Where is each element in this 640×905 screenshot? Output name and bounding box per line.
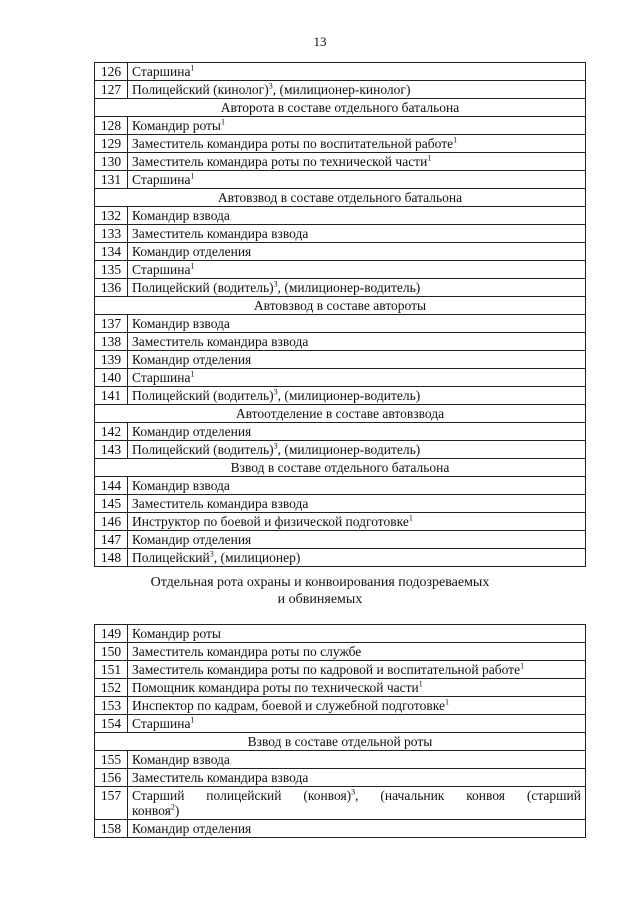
section-row: [95, 459, 586, 477]
position-title: [128, 661, 586, 679]
footnote-mark: 3: [268, 81, 273, 91]
position-text-line2: конвоя: [132, 803, 171, 818]
position-text: Инструктор по боевой и физической подготовке: [132, 514, 409, 529]
table-row: [95, 351, 586, 369]
position-text: Полицейский: [132, 550, 210, 565]
table-row: [95, 315, 586, 333]
table-row: [95, 820, 586, 838]
position-text: Полицейский (водитель): [132, 388, 274, 403]
footnote-mark: 3: [273, 441, 278, 451]
position-text: Командир взвода: [132, 316, 230, 331]
position-text: Помощник командира роты по технической части: [132, 680, 419, 695]
row-number: 153: [95, 697, 128, 715]
position-title: [128, 697, 586, 715]
row-number: 145: [95, 495, 128, 513]
table-row: [95, 441, 586, 459]
position-title: [128, 423, 586, 441]
row-number: 126: [95, 63, 128, 81]
position-text: Командир роты: [132, 626, 222, 641]
table-row: [95, 333, 586, 351]
row-number: 137: [95, 315, 128, 333]
position-title: [128, 243, 586, 261]
row-number: 142: [95, 423, 128, 441]
row-number: 140: [95, 369, 128, 387]
footnote-mark: 1: [190, 369, 195, 379]
section-row: [95, 297, 586, 315]
position-title: [128, 135, 586, 153]
row-number: 141: [95, 387, 128, 405]
footnote-mark: 1: [520, 661, 525, 671]
table-row: [95, 513, 586, 531]
position-text: Заместитель командира роты по службе: [132, 644, 362, 659]
position-title: [128, 117, 586, 135]
table-row: [95, 225, 586, 243]
section-heading: Авторота в составе отдельного батальона: [95, 99, 586, 117]
row-number: 127: [95, 81, 128, 99]
position-text: Командир взвода: [132, 478, 230, 493]
position-text: Старшина: [132, 172, 191, 187]
table-row: [95, 477, 586, 495]
positions-table-2: [94, 624, 586, 838]
position-title: [128, 787, 586, 820]
footnote-mark: 1: [190, 261, 195, 271]
position-title: [128, 441, 586, 459]
position-title: [128, 333, 586, 351]
table-row: [95, 769, 586, 787]
position-text-line2-end: ): [174, 803, 180, 818]
row-number: 146: [95, 513, 128, 531]
position-text: Командир взвода: [132, 208, 230, 223]
position-text: Заместитель командира роты по технической части: [132, 154, 428, 169]
table-row: [95, 531, 586, 549]
table-row: [95, 171, 586, 189]
position-title: [128, 279, 586, 297]
row-number: 157: [95, 787, 128, 820]
position-text: Командир взвода: [132, 752, 230, 767]
position-text: Командир роты: [132, 118, 222, 133]
row-number: 129: [95, 135, 128, 153]
position-title: [128, 643, 586, 661]
position-title: [128, 513, 586, 531]
table-row: [95, 661, 586, 679]
row-number: 143: [95, 441, 128, 459]
section-heading: Взвод в составе отдельного батальона: [95, 459, 586, 477]
section-row: [95, 189, 586, 207]
footnote-mark: 1: [190, 171, 195, 181]
position-text: Заместитель командира взвода: [132, 226, 309, 241]
position-text: Старшина: [132, 262, 191, 277]
footnote-mark: 3: [273, 387, 278, 397]
page-number: 13: [313, 34, 327, 49]
position-text-cont: , (начальник конвоя (старший: [355, 788, 581, 803]
position-title: [128, 63, 586, 81]
position-line-2: [132, 803, 581, 818]
position-title: [128, 261, 586, 279]
row-number: 156: [95, 769, 128, 787]
position-text: Старшина: [132, 370, 191, 385]
position-text: Заместитель командира роты по воспитательной работе: [132, 136, 454, 151]
row-number: 149: [95, 625, 128, 643]
table-row: [95, 279, 586, 297]
position-title: [128, 315, 586, 333]
section-row: [95, 733, 586, 751]
section-heading: Автоотделение в составе автовзвода: [95, 405, 586, 423]
position-title: [128, 477, 586, 495]
row-number: 158: [95, 820, 128, 838]
position-title: [128, 531, 586, 549]
footnote-mark: 1: [444, 697, 449, 707]
section-caption: [0, 574, 640, 608]
row-number: 148: [95, 549, 128, 567]
position-text: Командир отделения: [132, 532, 252, 547]
section-heading: Автовзвод в составе отдельного батальона: [95, 189, 586, 207]
position-text: Заместитель командира роты по кадровой и воспитательной работе: [132, 662, 521, 677]
table-row: [95, 207, 586, 225]
table-row: [95, 369, 586, 387]
position-title: [128, 153, 586, 171]
table-row: [95, 715, 586, 733]
footnote-mark: 1: [453, 135, 458, 145]
caption-line-2: и обвиняемых: [277, 592, 363, 607]
row-number: 150: [95, 643, 128, 661]
table-row: [95, 787, 586, 820]
position-title: [128, 351, 586, 369]
footnote-mark: 1: [190, 715, 195, 725]
table-row: [95, 387, 586, 405]
table-row: [95, 117, 586, 135]
positions-table-1: [94, 62, 586, 567]
position-title: [128, 679, 586, 697]
section-heading: Автовзвод в составе автороты: [95, 297, 586, 315]
footnote-mark: 3: [351, 787, 356, 797]
row-number: 133: [95, 225, 128, 243]
position-title: [128, 387, 586, 405]
table-row: [95, 81, 586, 99]
table-row: [95, 261, 586, 279]
position-text: Командир отделения: [132, 424, 252, 439]
position-text: Заместитель командира взвода: [132, 334, 309, 349]
position-title: [128, 625, 586, 643]
position-title: [128, 751, 586, 769]
table-row: [95, 495, 586, 513]
row-number: 147: [95, 531, 128, 549]
section-row: [95, 99, 586, 117]
row-number: 132: [95, 207, 128, 225]
row-number: 131: [95, 171, 128, 189]
row-number: 134: [95, 243, 128, 261]
position-text: Инспектор по кадрам, боевой и служебной подготовке: [132, 698, 445, 713]
footnote-mark: 1: [190, 63, 195, 73]
caption-line-1: Отдельная рота охраны и конвоирования подозреваемых: [150, 575, 490, 590]
row-number: 154: [95, 715, 128, 733]
row-number: 136: [95, 279, 128, 297]
position-title: [128, 81, 586, 99]
position-text-cont: , (милиционер): [213, 550, 301, 565]
position-text: Старшина: [132, 64, 191, 79]
row-number: 135: [95, 261, 128, 279]
row-number: 128: [95, 117, 128, 135]
position-text: Командир отделения: [132, 821, 252, 836]
position-text: Заместитель командира взвода: [132, 496, 309, 511]
table-row: [95, 423, 586, 441]
position-text: Заместитель командира взвода: [132, 770, 309, 785]
footnote-mark: 1: [427, 153, 432, 163]
position-title: [128, 171, 586, 189]
row-number: 139: [95, 351, 128, 369]
position-text: Командир отделения: [132, 352, 252, 367]
footnote-mark: 1: [418, 679, 423, 689]
position-text: Полицейский (водитель): [132, 442, 274, 457]
row-number: 155: [95, 751, 128, 769]
footnote-mark: 1: [408, 513, 413, 523]
row-number: 152: [95, 679, 128, 697]
section-row: [95, 405, 586, 423]
position-text-cont: , (милиционер-кинолог): [272, 82, 411, 97]
row-number: 151: [95, 661, 128, 679]
position-title: [128, 820, 586, 838]
position-title: [128, 207, 586, 225]
footnote-mark: 3: [273, 279, 278, 289]
table-row: [95, 135, 586, 153]
table-row: [95, 679, 586, 697]
position-text-cont: , (милиционер-водитель): [277, 280, 421, 295]
footnote-mark: 2: [170, 802, 175, 812]
table-row: [95, 751, 586, 769]
position-text-cont: , (милиционер-водитель): [277, 442, 421, 457]
position-text: Старший полицейский (конвоя): [132, 788, 352, 803]
table-row: [95, 243, 586, 261]
footnote-mark: 3: [209, 549, 214, 559]
table-row: [95, 625, 586, 643]
row-number: 144: [95, 477, 128, 495]
position-text-cont: , (милиционер-водитель): [277, 388, 421, 403]
position-title: [128, 549, 586, 567]
position-title: [128, 225, 586, 243]
table-row: [95, 697, 586, 715]
row-number: 130: [95, 153, 128, 171]
table-row: [95, 549, 586, 567]
section-heading: Взвод в составе отдельной роты: [95, 733, 586, 751]
table-row: [95, 63, 586, 81]
position-text: Полицейский (водитель): [132, 280, 274, 295]
table-row: [95, 153, 586, 171]
position-text: Командир отделения: [132, 244, 252, 259]
position-text: Старшина: [132, 716, 191, 731]
table-row: [95, 643, 586, 661]
position-title: [128, 769, 586, 787]
row-number: 138: [95, 333, 128, 351]
footnote-mark: 1: [221, 117, 226, 127]
position-title: [128, 369, 586, 387]
position-text: Полицейский (кинолог): [132, 82, 269, 97]
position-title: [128, 495, 586, 513]
position-title: [128, 715, 586, 733]
